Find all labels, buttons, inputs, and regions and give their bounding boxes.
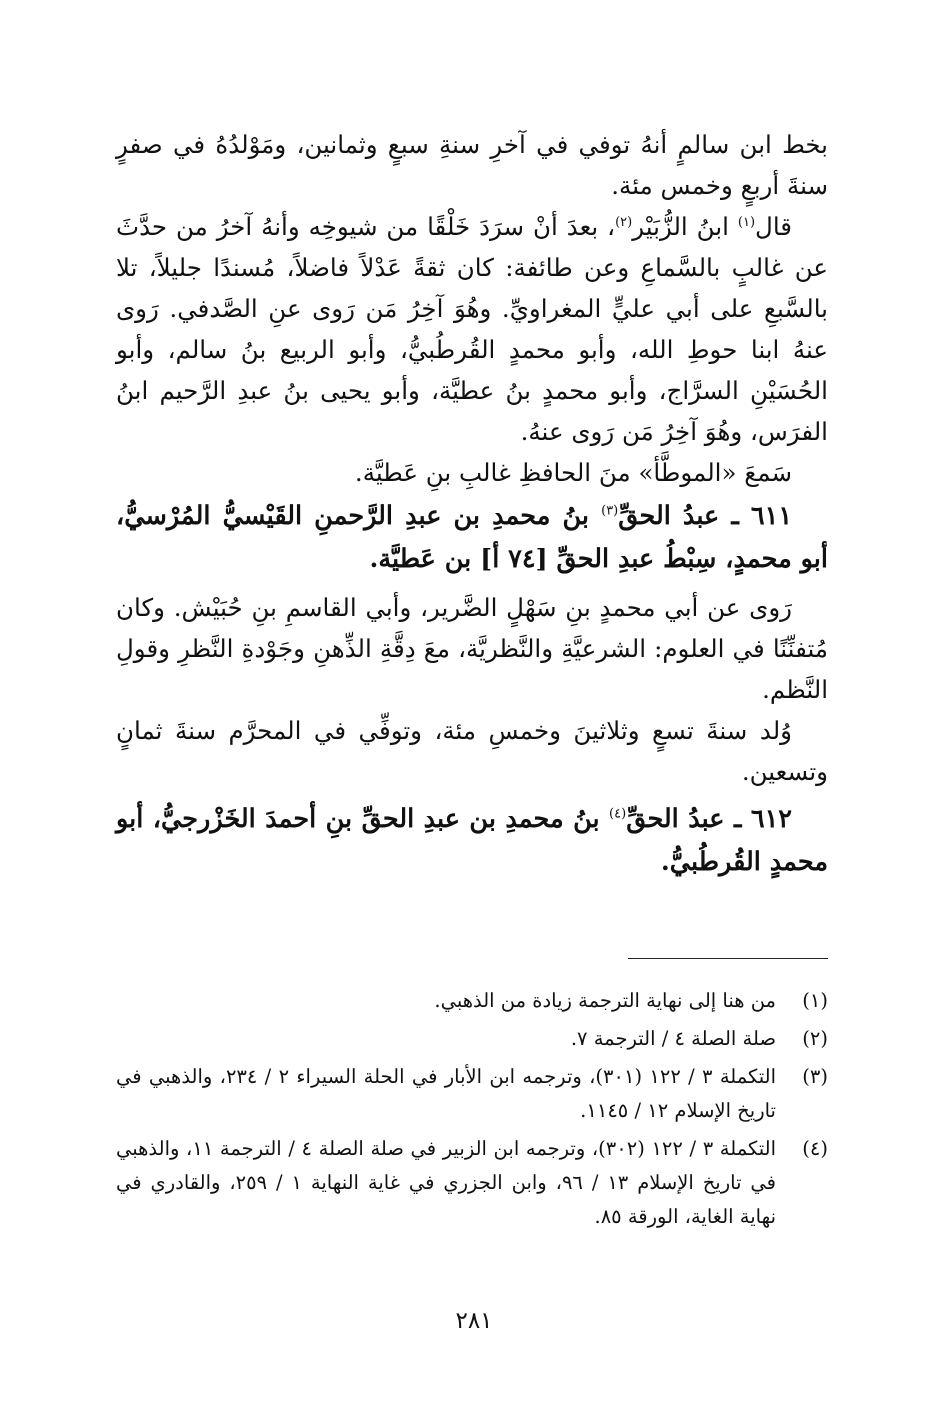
footnote-item (116, 984, 828, 1018)
paragraph-continuation: بخط ابن سالمٍ أنهُ توفي في آخرِ سنةِ سبعٍ وثمانين، ومَوْلدُهُ في صفرٍ سنةَ أربعٍ وخمس مئة. (116, 130, 828, 200)
footnote-ref-2[interactable]: (٢) (615, 214, 633, 230)
paragraph-muwatta: سَمعَ «الموطَّأ» منَ الحافظِ غالبِ بنِ عَطيَّة. (354, 458, 792, 487)
footnote-text: من هنا إلى نهاية الترجمة زيادة من الذهبي. (434, 989, 776, 1012)
paragraph-ibn-zubayr (116, 206, 828, 452)
footnote-item (116, 1132, 828, 1234)
paragraph-ibn-zubayr-name: ابنُ الزُّبَيْر (632, 212, 738, 241)
paragraph-ibn-zubayr-start: قال (755, 212, 792, 241)
footnote-number: (٢) (802, 1027, 828, 1050)
entry-611-number-name: ٦١١ ـ عبدُ الحقِّ (618, 501, 793, 531)
footnote-text: التكملة ٣ / ١٢٢ (٣٠١)، وترجمه ابن الأبار في الحلة السيراء ٢ / ٢٣٤، والذهبي في تاريخ الإسلام ١٢ / ١١٤٥. (116, 1065, 777, 1122)
footnote-number: (١) (802, 989, 828, 1012)
entry-612-lineage: بنُ محمدِ بن عبدِ الحقِّ بنِ أحمدَ الخَزْرجيُّ، أبو محمدٍ القُرطُبيُّ. (116, 804, 828, 877)
entry-612-number-name: ٦١٢ ـ عبدُ الحقِّ (626, 804, 792, 834)
entry-611-body (116, 587, 828, 792)
entry-heading-611 (116, 495, 828, 581)
entry-611-paragraph-2: وُلد سنةَ تسعٍ وثلاثينَ وخمسِ مئة، وتوفِّي في المحرَّم سنةَ ثمانٍ وتسعين. (116, 716, 828, 786)
entry-heading-612 (116, 798, 828, 884)
footnote-ref-1[interactable]: (١) (737, 214, 756, 230)
entry-611-lineage: بنُ محمدِ بن عبدِ الرَّحمنِ القَيْسيُّ المُرْسيُّ، أبو محمدٍ، سِبْطُ عبدِ الحقِّ [٧٤ أ] بن عَطيَّة. (116, 501, 828, 574)
footnote-separator (628, 958, 828, 959)
footnote-text: التكملة ٣ / ١٢٢ (٣٠٢)، وترجمه ابن الزبير في صلة الصلة ٤ / الترجمة ١١، والذهبي في تاريخ الإسلام ١٣ / ٩٦، وابن الجزري في غاية النهاية ١ / ٢٥٩، والقادري في نهاية الغاية، الورقة ٨٥. (116, 1137, 777, 1228)
footnote-number: (٣) (802, 1065, 828, 1088)
page-number: ٢٨١ (455, 1308, 493, 1334)
body-text-block (116, 124, 828, 493)
footnote-text: صلة الصلة ٤ / الترجمة ٧. (570, 1027, 776, 1050)
footnote-item (116, 1022, 828, 1056)
entry-611-paragraph-1: رَوى عن أبي محمدٍ بنِ سَهْلٍ الضَّرير، وأبي القاسمِ بنِ حُبَيْش. وكان مُتفنِّنًا في العلوم: الشرعيَّةِ والنَّظريَّة، معَ دِقَّةِ الذِّهنِ وجَوْدةِ النَّظرِ وقولِ النَّظم. (116, 593, 828, 704)
footnotes (116, 984, 828, 1238)
main-text (116, 124, 828, 890)
footnote-number: (٤) (802, 1137, 828, 1160)
paragraph-ibn-zubayr-body: ، بعدَ أنْ سرَدَ خَلْقًا من شيوخِه وأنهُ آخرُ من حدَّثَ عن غالبٍ بالسَّماعِ وعن طائفة: كان ثقةً عَدْلاً فاضلاً، مُسندًا جليلاً، تلا بالسَّبعِ على أبي عليٍّ المغراويِّ. وهُوَ آخِرُ مَن رَوى عنِ الصَّدفي. رَوى عنهُ ابنا حوطِ الله، وأبو محمدٍ القُرطُبيُّ، وأبو الربيع بنُ سالم، وأبو الحُسَيْنِ السرَّاج، وأبو محمدٍ بنُ عطيَّة، وأبو يحيى بنُ عبدِ الرَّحيم ابنُ الفرَس، وهُوَ آخِرُ مَن رَوى عنهُ. (116, 212, 828, 446)
footnote-ref-4[interactable]: (٤) (609, 806, 627, 822)
footnote-item (116, 1060, 828, 1128)
footnote-ref-3[interactable]: (٣) (601, 503, 619, 519)
